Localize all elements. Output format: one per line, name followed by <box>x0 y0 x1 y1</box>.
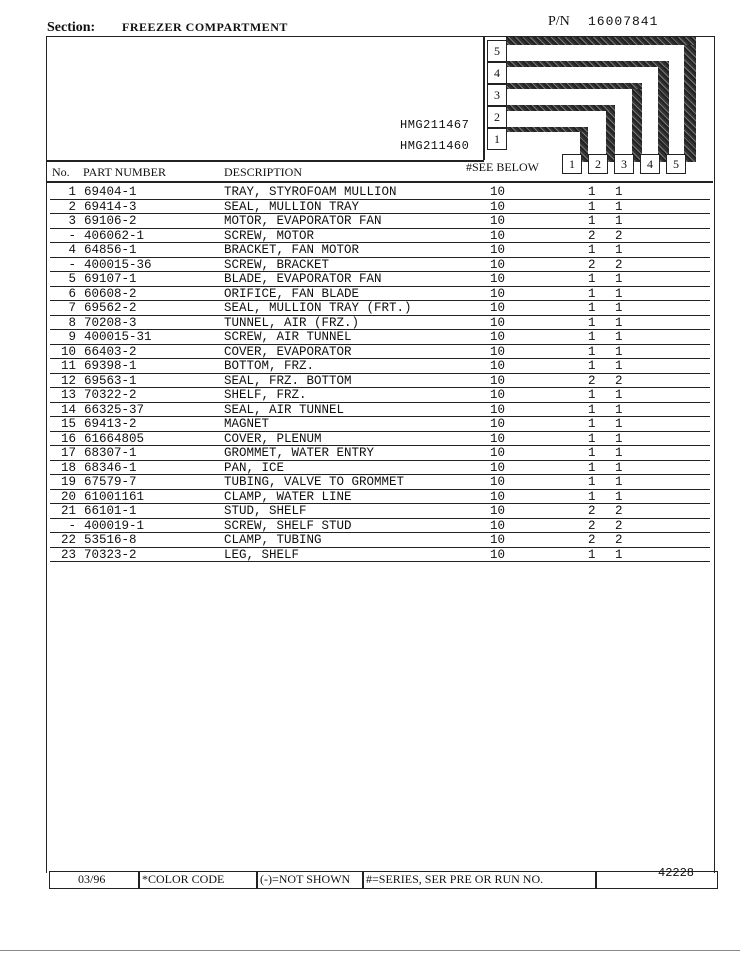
row-number: 20 <box>60 489 76 504</box>
row-quantity-1: 1 <box>588 286 596 301</box>
row-see-below: 10 <box>490 373 506 388</box>
row-see-below: 10 <box>490 547 506 562</box>
row-description: PAN, ICE <box>224 460 285 475</box>
step-bar-3-horizontal <box>506 83 642 89</box>
row-number: 11 <box>60 359 76 373</box>
row-description: COVER, PLENUM <box>224 431 322 446</box>
row-quantity-1: 1 <box>588 272 596 286</box>
column-header-part-number: PART NUMBER <box>83 165 166 179</box>
table-row <box>50 417 710 432</box>
row-number: 19 <box>60 475 76 489</box>
table-row <box>50 287 710 302</box>
row-see-below: 10 <box>490 330 506 344</box>
row-number: 10 <box>60 344 76 359</box>
row-description: CLAMP, TUBING <box>224 533 322 547</box>
table-row <box>50 243 710 258</box>
row-quantity-2: 1 <box>615 359 623 373</box>
table-row <box>50 272 710 287</box>
row-part-number: 69107-1 <box>84 272 137 286</box>
row-quantity-2: 1 <box>615 315 623 330</box>
column-header-no: No. <box>52 165 70 179</box>
row-quantity-2: 1 <box>615 402 623 417</box>
footer-code: 42228 <box>658 866 695 880</box>
row-quantity-2: 2 <box>615 533 623 547</box>
row-see-below: 10 <box>490 446 506 460</box>
row-number: 12 <box>60 373 76 388</box>
row-description: STUD, SHELF <box>224 504 307 518</box>
row-number: 17 <box>60 446 76 460</box>
row-part-number: 67579-7 <box>84 475 137 489</box>
row-part-number: 66101-1 <box>84 504 137 518</box>
row-part-number: 64856-1 <box>84 243 137 257</box>
table-row <box>50 490 710 505</box>
row-see-below: 10 <box>490 286 506 301</box>
row-description: BLADE, EVAPORATOR FAN <box>224 272 382 286</box>
row-quantity-1: 1 <box>588 417 596 431</box>
step-bar-3-vertical <box>632 83 642 162</box>
row-see-below: 10 <box>490 417 506 431</box>
row-description: TRAY, STYROFOAM MULLION <box>224 185 397 199</box>
row-number: 16 <box>60 431 76 446</box>
row-quantity-1: 2 <box>588 228 596 243</box>
row-quantity-2: 1 <box>615 547 623 562</box>
row-quantity-1: 1 <box>588 388 596 402</box>
step-bar-2-horizontal <box>506 105 615 111</box>
row-quantity-2: 2 <box>615 518 623 533</box>
row-part-number: 66325-37 <box>84 402 145 417</box>
section-name: FREEZER COMPARTMENT <box>122 20 288 34</box>
row-quantity-2: 1 <box>615 431 623 446</box>
row-quantity-1: 1 <box>588 359 596 373</box>
row-quantity-1: 1 <box>588 446 596 460</box>
row-part-number: 400019-1 <box>84 518 145 533</box>
row-number: 21 <box>60 504 76 518</box>
table-row <box>50 185 710 200</box>
row-quantity-2: 2 <box>615 257 623 272</box>
model-number-a: HMG211467 <box>400 118 470 132</box>
row-see-below: 10 <box>490 199 506 214</box>
row-see-below: 10 <box>490 344 506 359</box>
row-number: 1 <box>68 185 76 199</box>
row-quantity-2: 1 <box>615 475 623 489</box>
row-quantity-1: 1 <box>588 330 596 344</box>
row-description: SEAL, MULLION TRAY (FRT.) <box>224 301 412 315</box>
row-description: TUBING, VALVE TO GROMMET <box>224 475 405 489</box>
row-description: SEAL, FRZ. BOTTOM <box>224 373 352 388</box>
step-bar-4-horizontal <box>506 61 669 67</box>
row-see-below: 10 <box>490 315 506 330</box>
column-number-1: 1 <box>562 154 582 174</box>
row-quantity-2: 2 <box>615 373 623 388</box>
row-quantity-1: 2 <box>588 257 596 272</box>
part-number-label: P/N <box>548 14 570 29</box>
table-row <box>50 229 710 244</box>
header-top-rule <box>46 160 484 162</box>
row-number: 3 <box>68 214 76 228</box>
column-number-5: 5 <box>666 154 686 174</box>
row-description: SCREW, BRACKET <box>224 257 330 272</box>
row-quantity-2: 1 <box>615 199 623 214</box>
row-quantity-1: 1 <box>588 214 596 228</box>
row-part-number: 70323-2 <box>84 547 137 562</box>
step-number-5: 5 <box>487 40 507 62</box>
row-see-below: 10 <box>490 460 506 475</box>
row-part-number: 69414-3 <box>84 199 137 214</box>
row-quantity-1: 1 <box>588 460 596 475</box>
row-quantity-1: 2 <box>588 504 596 518</box>
step-number-1: 1 <box>487 128 507 150</box>
footer-color-code: *COLOR CODE <box>142 872 225 886</box>
row-description: ORIFICE, FAN BLADE <box>224 286 360 301</box>
table-row <box>50 258 710 273</box>
row-description: SEAL, AIR TUNNEL <box>224 402 345 417</box>
step-bar-4-vertical <box>658 61 669 162</box>
footer-legend <box>49 866 718 889</box>
row-see-below: 10 <box>490 533 506 547</box>
footer-divider <box>138 872 140 888</box>
row-description: GROMMET, WATER ENTRY <box>224 446 375 460</box>
row-quantity-1: 1 <box>588 199 596 214</box>
row-quantity-2: 1 <box>615 330 623 344</box>
row-quantity-1: 1 <box>588 402 596 417</box>
row-number: 13 <box>60 388 76 402</box>
table-row <box>50 301 710 316</box>
row-see-below: 10 <box>490 504 506 518</box>
row-part-number: 66403-2 <box>84 344 137 359</box>
row-see-below: 10 <box>490 257 506 272</box>
row-quantity-1: 2 <box>588 373 596 388</box>
row-part-number: 400015-36 <box>84 257 152 272</box>
table-row <box>50 316 710 331</box>
row-quantity-2: 1 <box>615 301 623 315</box>
column-header-description: DESCRIPTION <box>224 165 303 179</box>
row-part-number: 69106-2 <box>84 214 137 228</box>
row-part-number: 53516-8 <box>84 533 137 547</box>
row-part-number: 69563-1 <box>84 373 137 388</box>
section-label: Section: <box>47 20 96 35</box>
row-number: - <box>68 518 76 533</box>
row-see-below: 10 <box>490 243 506 257</box>
row-quantity-1: 1 <box>588 547 596 562</box>
row-number: - <box>68 228 76 243</box>
row-number: 6 <box>68 286 76 301</box>
step-bar-5-vertical <box>684 37 696 162</box>
row-number: 5 <box>68 272 76 286</box>
footer-date: 03/96 <box>78 872 106 886</box>
column-number-2: 2 <box>588 154 608 174</box>
row-number: 9 <box>68 330 76 344</box>
row-quantity-2: 1 <box>615 446 623 460</box>
row-description: MOTOR, EVAPORATOR FAN <box>224 214 382 228</box>
table-row <box>50 461 710 476</box>
row-see-below: 10 <box>490 359 506 373</box>
row-description: SCREW, MOTOR <box>224 228 315 243</box>
row-see-below: 10 <box>490 388 506 402</box>
footer-series: #=SERIES, SER PRE OR RUN NO. <box>366 872 544 886</box>
step-number-3: 3 <box>487 84 507 106</box>
row-part-number: 60608-2 <box>84 286 137 301</box>
row-part-number: 61001161 <box>84 489 145 504</box>
row-quantity-1: 1 <box>588 475 596 489</box>
row-quantity-2: 1 <box>615 344 623 359</box>
row-quantity-2: 1 <box>615 460 623 475</box>
row-part-number: 69413-2 <box>84 417 137 431</box>
row-quantity-2: 1 <box>615 417 623 431</box>
row-number: 8 <box>68 315 76 330</box>
table-row <box>50 446 710 461</box>
footer-divider <box>595 872 597 888</box>
header-bottom-rule <box>46 181 713 183</box>
page-part-number: 16007841 <box>588 14 659 29</box>
row-quantity-1: 1 <box>588 489 596 504</box>
row-quantity-2: 1 <box>615 185 623 199</box>
step-bar-5-horizontal <box>506 37 696 45</box>
row-part-number: 69562-2 <box>84 301 137 315</box>
row-quantity-2: 1 <box>615 489 623 504</box>
row-description: SCREW, SHELF STUD <box>224 518 352 533</box>
table-row <box>50 504 710 519</box>
row-see-below: 10 <box>490 489 506 504</box>
row-quantity-1: 1 <box>588 315 596 330</box>
table-row <box>50 359 710 374</box>
row-see-below: 10 <box>490 214 506 228</box>
table-row <box>50 475 710 490</box>
row-quantity-2: 1 <box>615 214 623 228</box>
page-bottom-rule <box>0 950 740 951</box>
row-see-below: 10 <box>490 518 506 533</box>
column-header-see-below: #SEE BELOW <box>466 160 539 174</box>
row-part-number: 69404-1 <box>84 185 137 199</box>
row-quantity-1: 1 <box>588 344 596 359</box>
row-quantity-1: 1 <box>588 431 596 446</box>
row-description: COVER, EVAPORATOR <box>224 344 352 359</box>
row-description: MAGNET <box>224 417 270 431</box>
row-description: SEAL, MULLION TRAY <box>224 199 360 214</box>
row-quantity-1: 1 <box>588 301 596 315</box>
row-see-below: 10 <box>490 431 506 446</box>
model-number-b: HMG211460 <box>400 139 470 153</box>
row-number: 2 <box>68 199 76 214</box>
step-number-4: 4 <box>487 62 507 84</box>
row-part-number: 406062-1 <box>84 228 145 243</box>
table-row <box>50 200 710 215</box>
step-bar-1-horizontal <box>506 127 588 132</box>
row-description: SCREW, AIR TUNNEL <box>224 330 352 344</box>
table-row <box>50 388 710 403</box>
row-description: CLAMP, WATER LINE <box>224 489 352 504</box>
row-quantity-1: 2 <box>588 518 596 533</box>
row-part-number: 70322-2 <box>84 388 137 402</box>
row-rule <box>50 561 710 562</box>
row-quantity-1: 1 <box>588 185 596 199</box>
table-row <box>50 214 710 229</box>
row-see-below: 10 <box>490 475 506 489</box>
row-description: BRACKET, FAN MOTOR <box>224 243 360 257</box>
table-row <box>50 345 710 360</box>
column-number-4: 4 <box>640 154 660 174</box>
column-number-3: 3 <box>614 154 634 174</box>
model-block <box>484 37 712 177</box>
footer-not-shown: (-)=NOT SHOWN <box>260 872 351 886</box>
row-part-number: 61664805 <box>84 431 145 446</box>
row-see-below: 10 <box>490 402 506 417</box>
row-number: 7 <box>68 301 76 315</box>
table-row <box>50 519 710 534</box>
row-number: - <box>68 257 76 272</box>
row-number: 23 <box>60 547 76 562</box>
row-quantity-2: 2 <box>615 228 623 243</box>
footer-divider <box>256 872 258 888</box>
row-quantity-2: 1 <box>615 243 623 257</box>
row-quantity-1: 2 <box>588 533 596 547</box>
row-see-below: 10 <box>490 301 506 315</box>
row-quantity-2: 1 <box>615 286 623 301</box>
row-number: 22 <box>60 533 76 547</box>
model-block-left-rule <box>483 37 485 160</box>
row-description: BOTTOM, FRZ. <box>224 359 315 373</box>
row-part-number: 69398-1 <box>84 359 137 373</box>
row-quantity-2: 1 <box>615 388 623 402</box>
row-part-number: 70208-3 <box>84 315 137 330</box>
table-row <box>50 403 710 418</box>
row-part-number: 68346-1 <box>84 460 137 475</box>
table-row <box>50 548 710 563</box>
row-see-below: 10 <box>490 272 506 286</box>
table-row <box>50 374 710 389</box>
row-quantity-2: 2 <box>615 504 623 518</box>
row-description: LEG, SHELF <box>224 547 300 562</box>
row-see-below: 10 <box>490 228 506 243</box>
row-number: 18 <box>60 460 76 475</box>
row-number: 14 <box>60 402 76 417</box>
row-quantity-1: 1 <box>588 243 596 257</box>
row-part-number: 68307-1 <box>84 446 137 460</box>
row-number: 4 <box>68 243 76 257</box>
row-part-number: 400015-31 <box>84 330 152 344</box>
step-number-2: 2 <box>487 106 507 128</box>
footer-divider <box>362 872 364 888</box>
row-description: TUNNEL, AIR (FRZ.) <box>224 315 360 330</box>
table-row <box>50 330 710 345</box>
row-number: 15 <box>60 417 76 431</box>
table-row <box>50 432 710 447</box>
table-row <box>50 533 710 548</box>
row-quantity-2: 1 <box>615 272 623 286</box>
row-description: SHELF, FRZ. <box>224 388 307 402</box>
row-see-below: 10 <box>490 185 506 199</box>
